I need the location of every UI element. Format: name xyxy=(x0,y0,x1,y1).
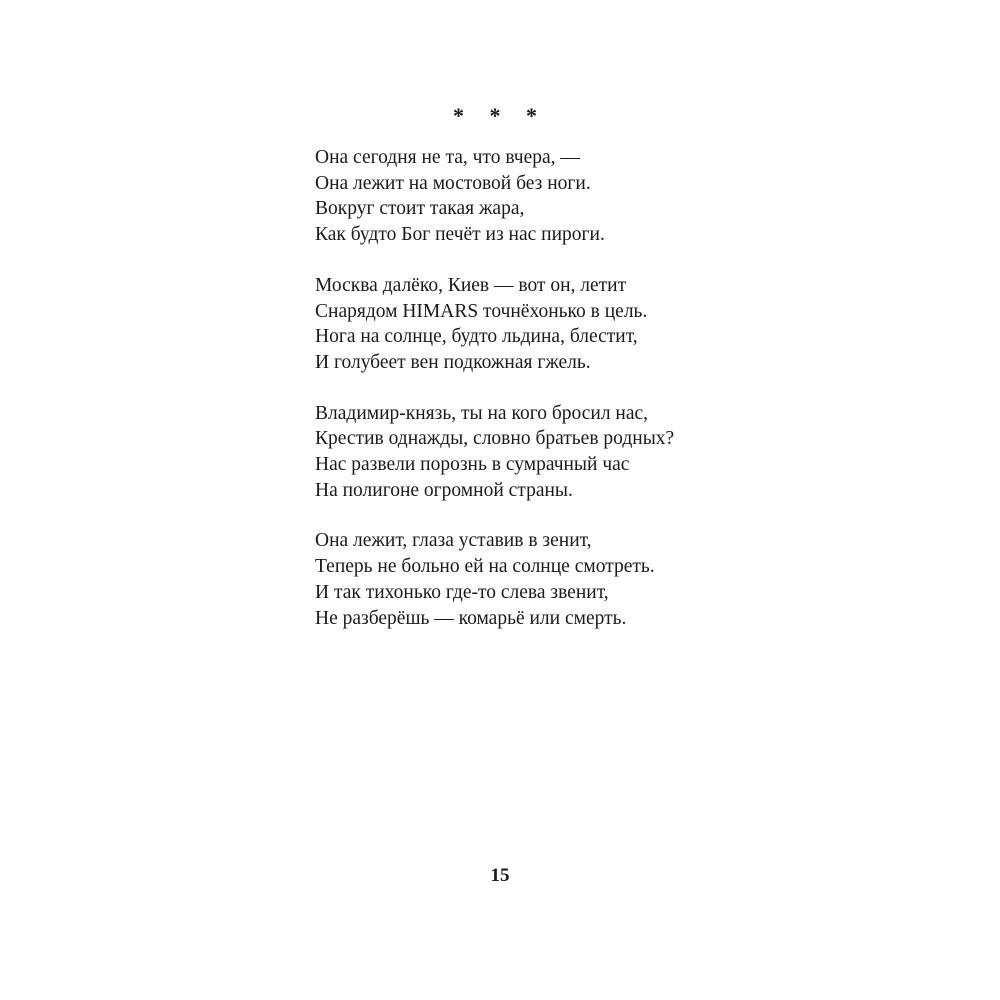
poem-line: Нога на солнце, будто льдина, блестит, xyxy=(315,326,638,348)
stanza xyxy=(315,401,875,504)
poem-line: Как будто Бог печёт из нас пироги. xyxy=(315,224,605,246)
poem-line: Она сегодня не та, что вчера, — xyxy=(315,147,580,168)
poem-line: Москва далёко, Киев — вот он, летит xyxy=(315,274,627,296)
stanza xyxy=(315,273,875,376)
poem-line: Вокруг стоит такая жара, xyxy=(315,198,525,220)
stanza xyxy=(315,528,875,631)
poem-line: И голубеет вен подкожная гжель. xyxy=(315,351,591,373)
stanza xyxy=(315,145,875,248)
poem-line: Она лежит на мостовой без ноги. xyxy=(315,172,591,194)
poem-line: И так тихонько где-то слева звенит, xyxy=(315,581,609,603)
poem-line: Она лежит, глаза уставив в зенит, xyxy=(315,530,592,552)
poem-line: Не разберёшь — комарьё или смерть. xyxy=(315,607,627,629)
poem-line: Нас развели порознь в сумрачный час xyxy=(315,454,630,476)
poem-line: Теперь не больно ей на солнце смотреть. xyxy=(315,556,655,578)
poem xyxy=(315,145,875,656)
poem-line: Крестив однажды, словно братьев родных? xyxy=(315,428,675,450)
poem-line: Владимир-князь, ты на кого бросил нас, xyxy=(315,402,649,424)
poem-line: Снарядом HIMARS точнёхонько в цель. xyxy=(315,300,648,322)
poem-line: На полигоне огромной страны. xyxy=(315,479,573,501)
section-ornament: * * * xyxy=(453,103,547,128)
page-number: 15 xyxy=(490,865,510,886)
